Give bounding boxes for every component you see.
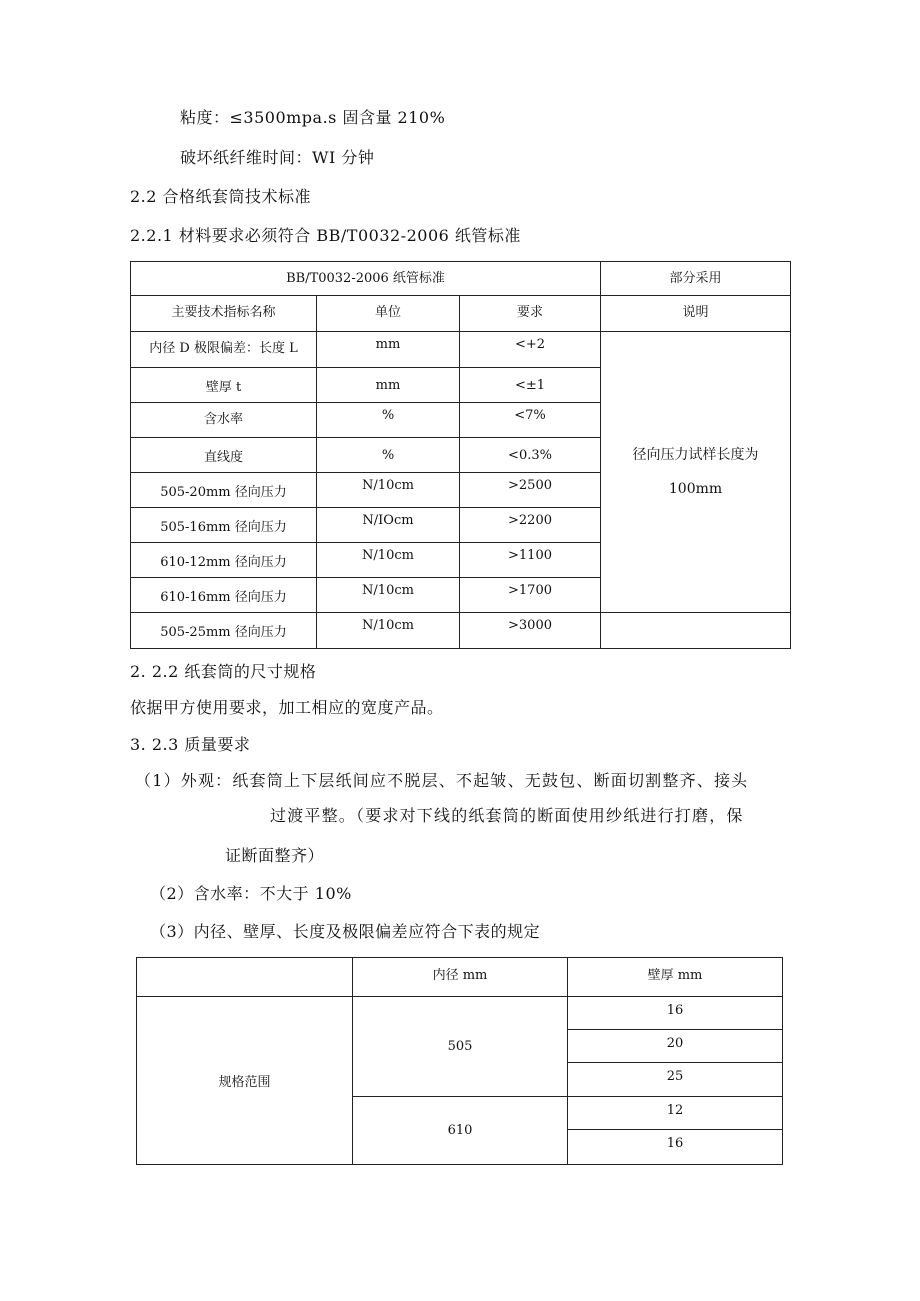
row-req: <+2 <box>460 332 601 368</box>
row-name: 含水率 <box>131 403 317 438</box>
row-unit: mm <box>317 332 460 368</box>
row-req: <0.3% <box>460 438 601 473</box>
item2-line: （2）含水率：不大于 10% <box>150 884 352 903</box>
viscosity-line: 粘度：≤3500mpa.s 固含量 210% <box>180 108 446 127</box>
wall-thickness: 16 <box>568 1130 783 1165</box>
row-unit: N/10cm <box>317 543 460 578</box>
row-unit: N/10cm <box>317 578 460 613</box>
row-name: 内径 D 极限偏差：长度 L <box>131 332 317 368</box>
section-2-2-3-heading: 3. 2.3 质量要求 <box>130 735 251 754</box>
row-unit: N/IOcm <box>317 508 460 543</box>
header-blank <box>137 958 353 997</box>
section-2-2-1-heading: 2.2.1 材料要求必须符合 BB/T0032-2006 纸管标准 <box>130 226 521 245</box>
wall-thickness: 20 <box>568 1030 783 1063</box>
wall-thickness: 25 <box>568 1063 783 1097</box>
row-unit: mm <box>317 368 460 403</box>
row-name: 直线度 <box>131 438 317 473</box>
row-req: >1100 <box>460 543 601 578</box>
inner-diameter-505: 505 <box>353 997 568 1097</box>
row-req: >2500 <box>460 473 601 508</box>
item3-line: （3）内径、壁厚、长度及极限偏差应符合下表的规定 <box>150 922 541 941</box>
row-name: 610-16mm 径向压力 <box>131 578 317 613</box>
header-inner: 内径 mm <box>353 958 568 997</box>
standard-table <box>130 261 791 649</box>
range-label: 规格范围 <box>137 997 353 1165</box>
col-desc-header: 说明 <box>601 296 791 332</box>
row-req: <±1 <box>460 368 601 403</box>
wall-thickness: 12 <box>568 1097 783 1130</box>
row-unit: % <box>317 438 460 473</box>
section-2-2-2-heading: 2. 2.2 纸套筒的尺寸规格 <box>130 662 317 681</box>
size-description: 依据甲方使用要求，加工相应的宽度产品。 <box>130 698 444 717</box>
header-wall: 壁厚 mm <box>568 958 783 997</box>
blank-cell <box>601 613 791 649</box>
row-req: >1700 <box>460 578 601 613</box>
row-req: >3000 <box>460 613 601 649</box>
header-standard: BB/T0032-2006 纸管标准 <box>131 262 601 296</box>
note-cell <box>601 332 791 613</box>
row-req: >2200 <box>460 508 601 543</box>
item1-line1: （1）外观：纸套筒上下层纸间应不脱层、不起皱、无鼓包、断面切割整齐、接头 <box>135 771 749 790</box>
col-name-header: 主要技术指标名称 <box>131 296 317 332</box>
row-name: 壁厚 t <box>131 368 317 403</box>
break-time-line: 破坏纸纤维时间：WI 分钟 <box>180 148 375 167</box>
section-2-2-heading: 2.2 合格纸套筒技术标准 <box>130 187 312 206</box>
note-line-2: 100mm <box>668 481 723 497</box>
item1-line3: 证断面整齐） <box>225 846 325 865</box>
row-name: 505-20mm 径向压力 <box>131 473 317 508</box>
row-unit: N/10cm <box>317 473 460 508</box>
header-partial: 部分采用 <box>601 262 791 296</box>
row-name: 610-12mm 径向压力 <box>131 543 317 578</box>
row-unit: % <box>317 403 460 438</box>
inner-diameter-610: 610 <box>353 1097 568 1165</box>
row-name: 505-25mm 径向压力 <box>131 613 317 649</box>
wall-thickness: 16 <box>568 997 783 1030</box>
row-unit: N/10cm <box>317 613 460 649</box>
col-unit-header: 单位 <box>317 296 460 332</box>
col-req-header: 要求 <box>460 296 601 332</box>
note-line-1: 径向压力试样长度为 <box>632 447 759 463</box>
item1-line2: 过渡平整。（要求对下线的纸套筒的断面使用纱纸进行打磨，保 <box>270 806 744 825</box>
size-range-table <box>136 957 783 1165</box>
row-req: <7% <box>460 403 601 438</box>
row-name: 505-16mm 径向压力 <box>131 508 317 543</box>
